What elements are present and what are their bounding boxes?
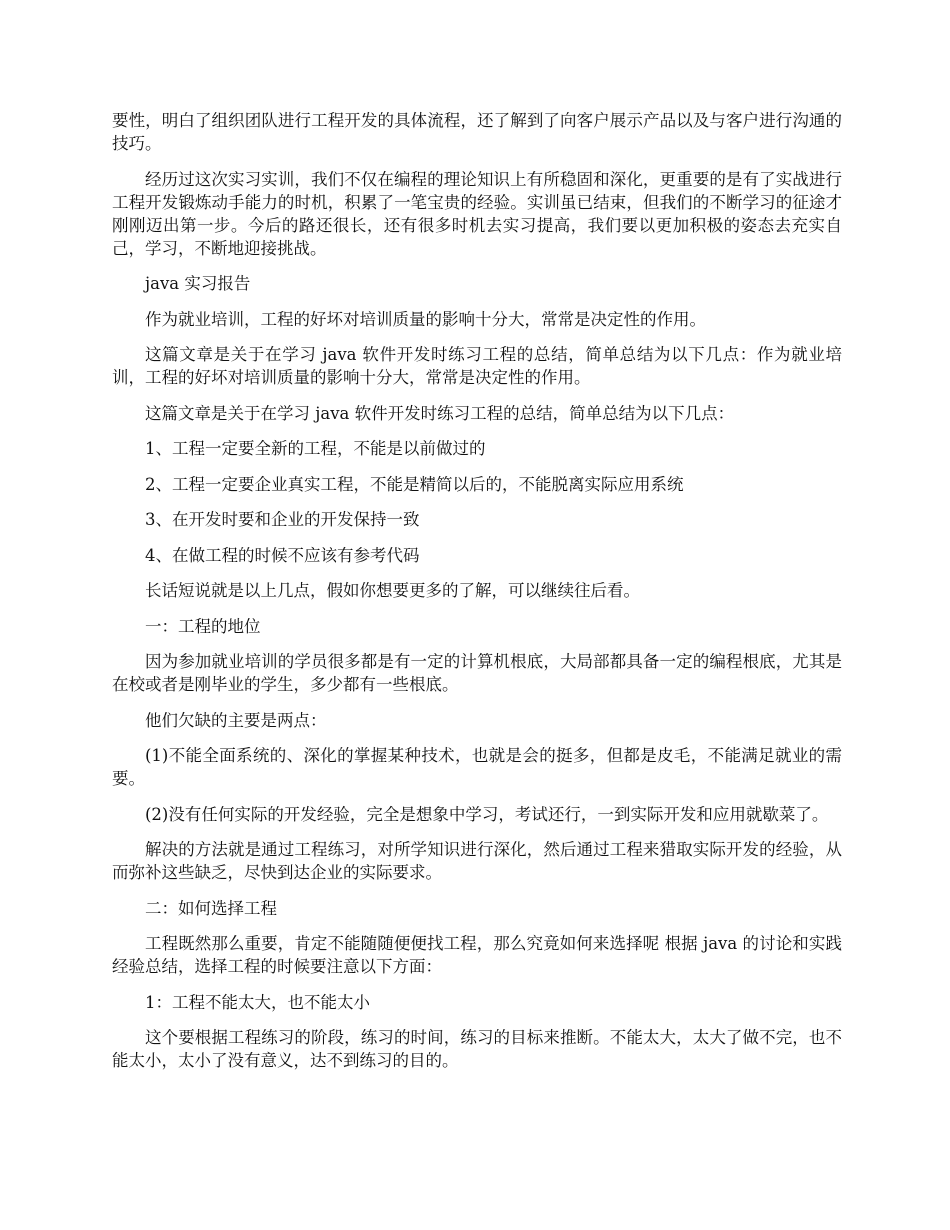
list-item: 4、在做工程的时候不应该有参考代码 [145,545,420,565]
paragraph: 这篇文章是关于在学习 java 软件开发时练习工程的总结，简单总结为以下几点：作为就业培训，工程的好坏对培训质量的影响十分大，常常是决定性的作用。 [112,345,842,387]
paragraph: 这篇文章是关于在学习 java 软件开发时练习工程的总结，简单总结为以下几点： [145,403,735,423]
section-heading: 一：工程的地位 [145,616,261,636]
paragraph: 作为就业培训，工程的好坏对培训质量的影响十分大，常常是决定性的作用。 [145,309,706,329]
paragraph-continuation: 要性，明白了组织团队进行工程开发的具体流程，还了解到了向客户展示产品以及与客户进行沟通的技巧。 [112,111,842,153]
list-item: 2、工程一定要企业真实工程，不能是精简以后的，不能脱离实际应用系统 [145,474,684,494]
paragraph: 因为参加就业培训的学员很多都是有一定的计算机根底，大局部都具备一定的编程根底，尤其是在校或者是刚毕业的学生，多少都有一些根底。 [112,652,842,694]
subsection-heading: 1：工程不能太大，也不能太小 [145,992,370,1012]
paragraph-training-summary: 经历过这次实习实训，我们不仅在编程的理论知识上有所稳固和深化，更重要的是有了实战进行工程开发锻炼动手能力的时机，积累了一笔宝贵的经验。实训虽已结束，但我们的不断学习的征途才刚刚迈出第一步。今后的路还很长，还有很多时机去实习提高，我们要以更加积极的姿态去充实自己，学习，不断地迎接挑战。 [112,169,842,258]
list-item: 1、工程一定要全新的工程，不能是以前做过的 [145,439,486,458]
paragraph: 解决的方法就是通过工程练习，对所学知识进行深化，然后通过工程来猎取实际开发的经验，从而弥补这些缺乏，尽快到达企业的实际要求。 [112,840,842,882]
paragraph: 长话短说就是以上几点，假如你想要更多的了解，可以继续往后看。 [145,581,640,600]
list-item: (2)没有任何实际的开发经验，完全是想象中学习，考试还行，一到实际开发和应用就歇菜了。 [145,804,829,824]
list-item: 3、在开发时要和企业的开发保持一致 [145,510,420,529]
section-title-java-report: java 实习报告 [145,274,251,293]
document-body [112,109,842,1085]
paragraph: 这个要根据工程练习的阶段，练习的时间，练习的目标来推断。不能太大，太大了做不完，也不能太小，太小了没有意义，达不到练习的目的。 [112,1028,842,1070]
paragraph: 他们欠缺的主要是两点： [145,710,327,730]
list-item: (1)不能全面系统的、深化的掌握某种技术，也就是会的挺多，但都是皮毛，不能满足就业的需要。 [112,746,842,788]
paragraph: 工程既然那么重要，肯定不能随随便便找工程，那么究竟如何来选择呢 根据 java 的讨论和实践经验总结，选择工程的时候要注意以下方面： [112,934,842,976]
section-heading: 二：如何选择工程 [145,898,277,918]
